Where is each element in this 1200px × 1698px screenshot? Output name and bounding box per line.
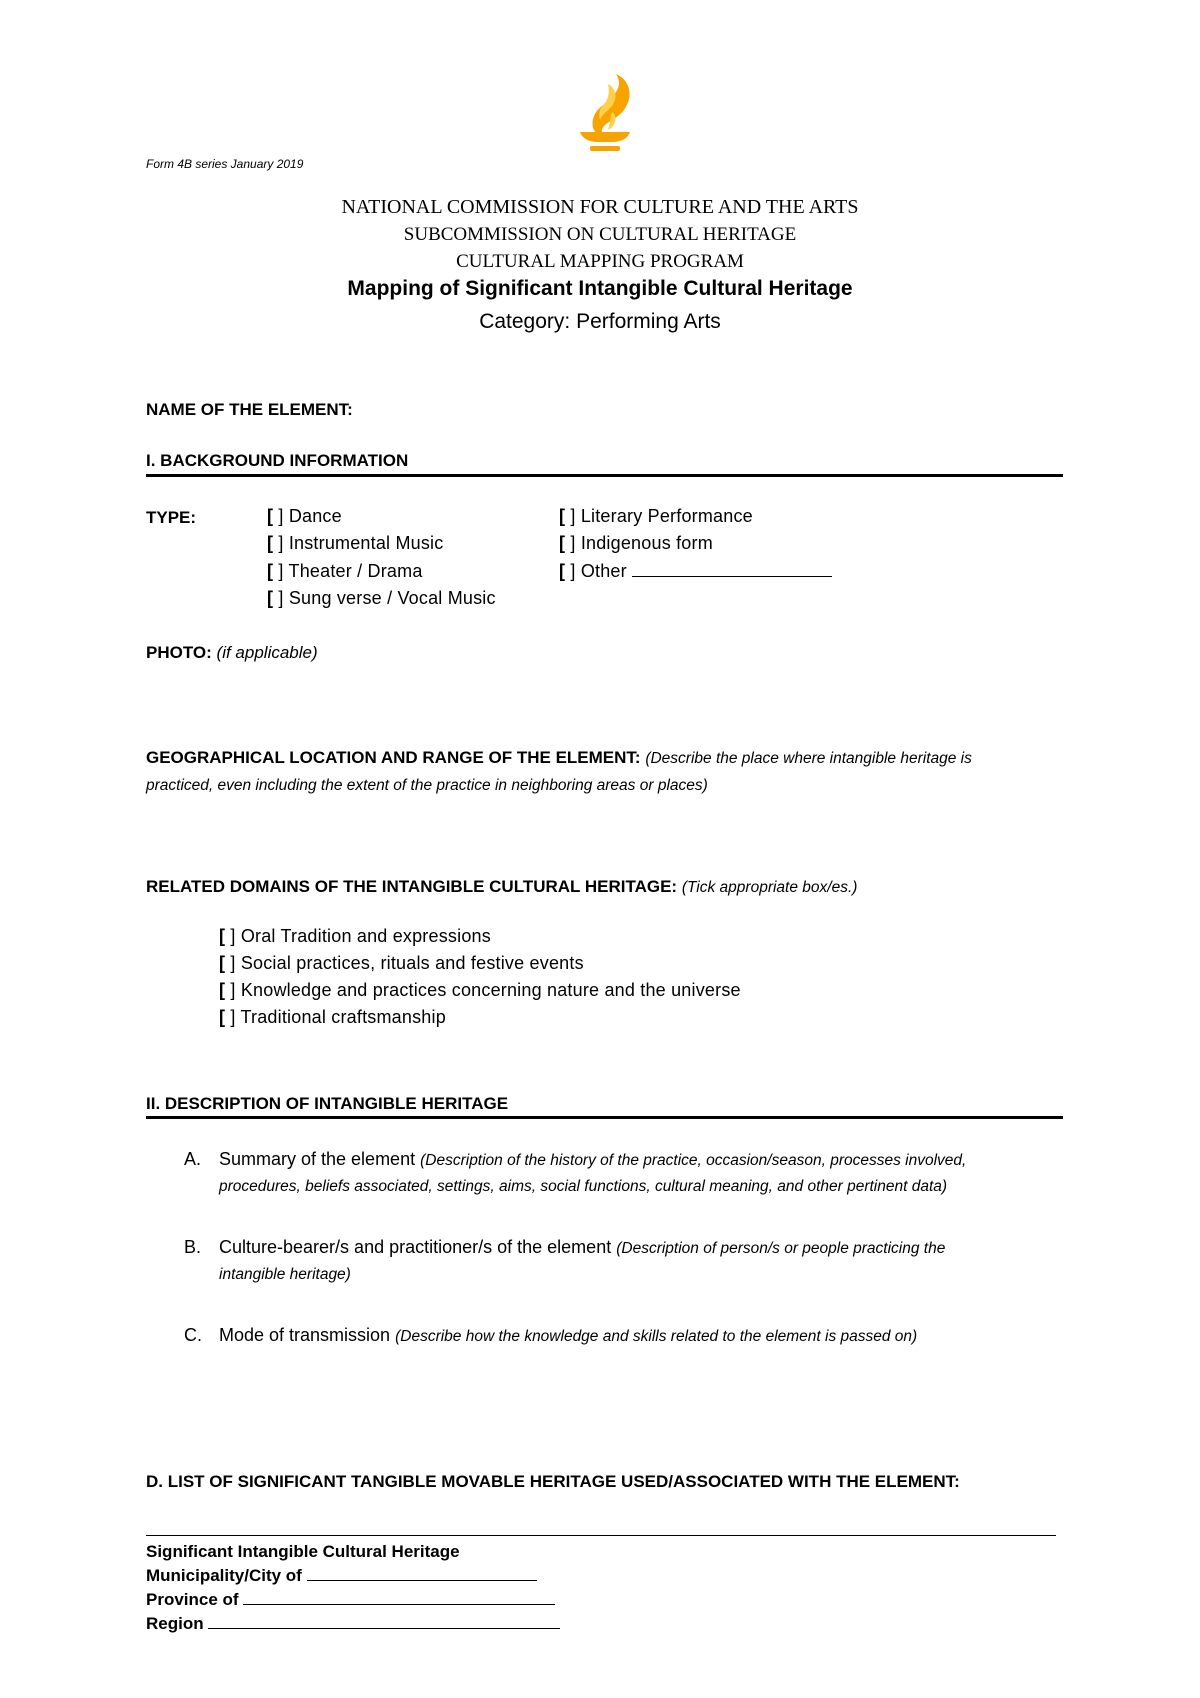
section-1-heading: I. BACKGROUND INFORMATION <box>146 451 409 470</box>
item-a-note-cont: procedures, beliefs associated, settings, aims, social functions, cultural meaning, and other pertinent data) <box>219 1178 948 1195</box>
footer-rule <box>146 1535 1056 1536</box>
item-b-culture-bearers: Culture-bearer/s and practitioner/s of the element (Description of person/s or people practicing the <box>219 1237 946 1257</box>
item-b-note-cont: intangible heritage) <box>219 1266 351 1283</box>
type-option-sung-verse[interactable]: [ ] Sung verse / Vocal Music <box>267 588 496 608</box>
header-program: CULTURAL MAPPING PROGRAM <box>456 251 744 272</box>
domain-option-craftsmanship[interactable]: [ ] Traditional craftsmanship <box>219 1007 446 1027</box>
footer-ich-label: Significant Intangible Cultural Heritage <box>146 1542 460 1561</box>
ncca-flame-logo-icon <box>572 70 638 154</box>
header-commission: NATIONAL COMMISSION FOR CULTURE AND THE ARTS <box>341 196 859 218</box>
form-number: Form 4B series January 2019 <box>146 157 304 171</box>
municipality-blank-line[interactable] <box>307 1566 537 1581</box>
type-option-dance[interactable]: [ ] Dance <box>267 506 342 526</box>
photo-row: PHOTO: (if applicable) <box>146 643 318 662</box>
list-heading: D. LIST OF SIGNIFICANT TANGIBLE MOVABLE HERITAGE USED/ASSOCIATED WITH THE ELEMENT: <box>146 1472 960 1491</box>
element-name-label: NAME OF THE ELEMENT: <box>146 400 353 419</box>
document-title: Mapping of Significant Intangible Cultural Heritage <box>347 277 853 300</box>
type-option-theater-drama[interactable]: [ ] Theater / Drama <box>267 561 423 581</box>
section-2-heading: II. DESCRIPTION OF INTANGIBLE HERITAGE <box>146 1094 509 1113</box>
section-1-rule <box>146 474 1063 477</box>
section-2-rule <box>146 1116 1063 1119</box>
footer-province: Province of <box>146 1590 555 1610</box>
geo-location-row: GEOGRAPHICAL LOCATION AND RANGE OF THE ELEMENT: (Describe the place where intangible heritage is <box>146 748 972 767</box>
type-label: TYPE: <box>146 508 197 527</box>
item-b-letter: B. <box>184 1237 202 1257</box>
item-a-summary: Summary of the element (Description of the history of the practice, occasion/season, processes involved, <box>219 1149 967 1169</box>
domain-option-oral-tradition[interactable]: [ ] Oral Tradition and expressions <box>219 926 491 946</box>
item-a-letter: A. <box>184 1149 202 1169</box>
header-subcommission: SUBCOMMISSION ON CULTURAL HERITAGE <box>403 224 797 245</box>
item-c-transmission: Mode of transmission (Describe how the knowledge and skills related to the element is passed on) <box>219 1325 918 1345</box>
document-category: Category: Performing Arts <box>479 310 721 333</box>
geo-location-note-cont: practiced, even including the extent of the practice in neighboring areas or places) <box>146 777 708 794</box>
type-option-literary-performance[interactable]: [ ] Literary Performance <box>559 506 753 526</box>
type-option-indigenous-form[interactable]: [ ] Indigenous form <box>559 533 713 553</box>
related-domains-row: RELATED DOMAINS OF THE INTANGIBLE CULTURAL HERITAGE: (Tick appropriate box/es.) <box>146 877 858 896</box>
type-option-instrumental-music[interactable]: [ ] Instrumental Music <box>267 533 444 553</box>
other-blank-line[interactable] <box>632 562 832 577</box>
type-option-other[interactable]: [ ] Other <box>559 561 832 582</box>
domain-option-knowledge-nature[interactable]: [ ] Knowledge and practices concerning nature and the universe <box>219 980 741 1000</box>
item-c-letter: C. <box>184 1325 202 1345</box>
footer-municipality: Municipality/City of <box>146 1566 537 1586</box>
region-blank-line[interactable] <box>208 1614 560 1629</box>
province-blank-line[interactable] <box>243 1590 555 1605</box>
footer-region: Region <box>146 1614 560 1634</box>
domain-option-social-practices[interactable]: [ ] Social practices, rituals and festive events <box>219 953 584 973</box>
